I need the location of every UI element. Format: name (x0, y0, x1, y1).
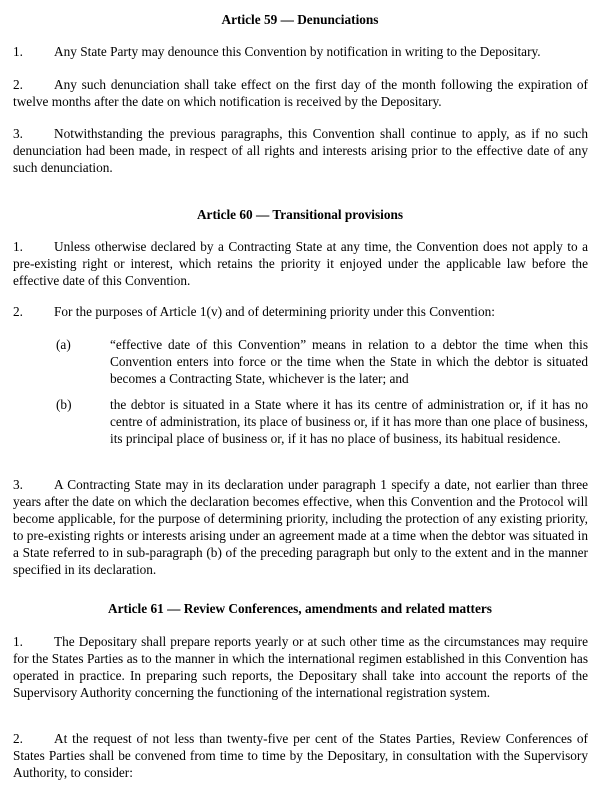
article-59-paragraph-1 (13, 43, 588, 60)
paragraph-text: Unless otherwise declared by a Contracting State at any time, the Convention does not apply to a pre-existing right or interest, which retains the priority it enjoyed under the applicable law before the effective date of this Convention. (13, 239, 588, 288)
paragraph-number: 3. (13, 126, 23, 141)
article-60-heading: Article 60 — Transitional provisions (196, 207, 404, 222)
paragraph-text: A Contracting State may in its declaration under paragraph 1 specify a date, not earlier than three years after the date on which the declaration becomes effective, when this Convention and the Protocol will become applicable, for the purpose of determining priority, including the protection of any existing priority, to pre-existing rights or interests arising under an agreement made at a time when the debtor was situated in a State referred to in sub-paragraph (b) of the preceding paragraph but only to the extent and in the manner specified in its declaration. (13, 477, 588, 577)
article-59-paragraph-3 (13, 125, 588, 176)
paragraph-number: 2. (13, 304, 23, 319)
article-60-paragraph-3 (13, 476, 588, 578)
paragraph-number: 2. (13, 731, 23, 746)
article-61-heading: Article 61 — Review Conferences, amendments and related matters (108, 601, 492, 616)
paragraph-number: 2. (13, 77, 23, 92)
subparagraph-text: “effective date of this Convention” means in relation to a debtor the time when this Convention enters into force or the time when the State in which the debtor is situated becomes a Contracting State, whichever is the later; and (110, 337, 588, 386)
paragraph-number: 1. (13, 44, 23, 59)
article-59-heading: Article 59 — Denunciations (221, 12, 379, 27)
paragraph-text: The Depositary shall prepare reports yearly or at such other time as the circumstances may require for the States Parties as to the manner in which the international regimen established in this Convention has operated in practice. In preparing such reports, the Depositary shall take into account the reports of the Supervisory Authority concerning the functioning of the international registration system. (13, 634, 588, 700)
paragraph-text: Any such denunciation shall take effect on the first day of the month following the expiration of twelve months after the date on which notification is received by the Depositary. (13, 77, 588, 109)
paragraph-number: 3. (13, 477, 23, 492)
subparagraph-label: (b) (56, 397, 72, 412)
paragraph-number: 1. (13, 239, 23, 254)
paragraph-number: 1. (13, 634, 23, 649)
paragraph-text: For the purposes of Article 1(v) and of determining priority under this Convention: (54, 304, 495, 319)
article-60-paragraph-1 (13, 238, 588, 289)
paragraph-text: At the request of not less than twenty-five per cent of the States Parties, Review Conferences of States Parties shall be convened from time to time by the Depositary, in consultation with the Supervisory Authority, to consider: (13, 731, 588, 780)
paragraph-text: Any State Party may denounce this Convention by notification in writing to the Depositary. (54, 44, 541, 59)
article-61-paragraph-2 (13, 730, 588, 781)
article-59-paragraph-2 (13, 76, 588, 110)
article-61-paragraph-1 (13, 633, 588, 701)
subparagraph-text: the debtor is situated in a State where it has its centre of administration or, if it has no centre of administration, its place of business or, if it has more than one place of business, its principal place of business or, if it has no place of business, its habitual residence. (110, 397, 588, 446)
subparagraph-a (13, 336, 588, 387)
subparagraph-b (13, 396, 588, 447)
paragraph-text: Notwithstanding the previous paragraphs, this Convention shall continue to apply, as if no such denunciation had been made, in respect of all rights and interests arising prior to the effective date of any such denunciation. (13, 126, 588, 175)
subparagraph-label: (a) (56, 337, 71, 352)
article-60-paragraph-2 (13, 303, 588, 320)
